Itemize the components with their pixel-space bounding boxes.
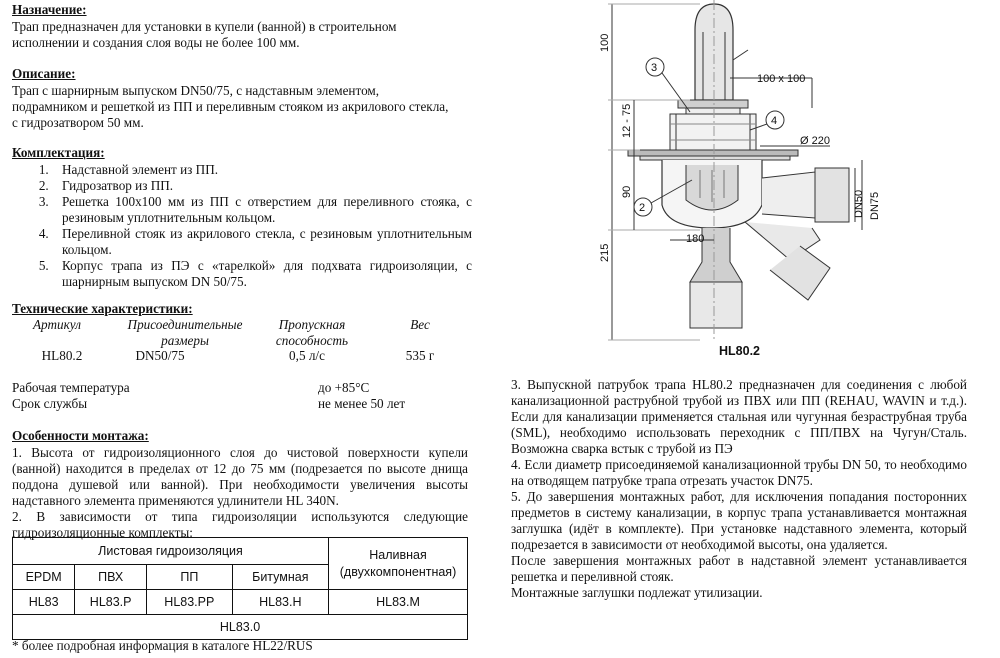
- purpose-heading: Назначение:: [12, 2, 87, 17]
- dim-12-75: 12 - 75: [621, 103, 633, 138]
- description-line: подрамником и решеткой из ПП и переливным стояком из акрилового стекла,: [12, 99, 449, 114]
- right-notes: [511, 377, 967, 601]
- spec-connect: DN50/75: [135, 348, 185, 363]
- all-kit-cell: HL83.0: [13, 615, 468, 640]
- liquid-header-line2: (двухкомпонентная): [339, 564, 457, 579]
- purpose-line: исполнении и создания слоя воды не более 100 мм.: [12, 35, 300, 50]
- dim-dn75: DN75: [869, 191, 881, 220]
- liquid-header-line1: Наливная: [369, 547, 427, 562]
- drain-drawing: [596, 0, 896, 345]
- isolation-table: [12, 537, 468, 640]
- dim-grate: 100 x 100: [757, 73, 806, 85]
- note-disposal: Монтажные заглушки подлежат утилизации.: [511, 585, 763, 600]
- spec-weight: 535 г: [405, 348, 435, 363]
- install-p2: 2. В зависимости от типа гидроизоляции используются следующие гидроизоляционные комплекты:: [12, 509, 468, 540]
- life-label: Срок службы: [12, 396, 88, 411]
- temp-value: до +85°С: [318, 380, 370, 395]
- note-after: После завершения монтажных работ в надставной элемент устанавливается решетка и переливной стояк.: [511, 553, 967, 584]
- dim-dn50: DN50: [853, 189, 865, 218]
- sheet-header: Листовая гидроизоляция: [13, 538, 329, 565]
- dim-100: 100: [599, 33, 611, 52]
- type-cell: EPDM: [13, 565, 75, 590]
- callout-3: 3: [651, 62, 658, 74]
- callout-4: 4: [771, 115, 778, 127]
- col-flow-line1: Пропускная: [278, 317, 346, 332]
- purpose-line: Трап предназначен для установки в купели (ванной) в строительном: [12, 19, 397, 34]
- kit-cell: HL83.M: [329, 590, 468, 615]
- note-4: 4. Если диаметр присоединяемой канализационной трубы DN 50, то необходимо на отводящем патрубке трапа отрезать участок DN75.: [511, 457, 967, 488]
- drawing-lines: [608, 0, 862, 340]
- kit-cell: HL83.H: [232, 590, 328, 615]
- col-connect: [110, 317, 260, 349]
- note-5: 5. До завершения монтажных работ, для исключения попадания посторонних предметов в систему канализации, в корпус трапа устанавливается монтажная заглушка (идёт в комплекте). При установке надставного элемента, который подрезается в зависимости от необходимой высоты, она удаляется.: [511, 489, 967, 552]
- description-heading: Описание:: [12, 66, 76, 81]
- liquid-header: [329, 538, 468, 590]
- drawing-caption: HL80.2: [719, 344, 760, 358]
- kit-item: 5. Корпус трапа из ПЭ с «тарелкой» для подхвата гидроизоляции, с шарнирным выпуском DN 50/75.: [52, 258, 472, 290]
- description-line: Трап с шарнирным выпуском DN50/75, с надставным элементом,: [12, 83, 380, 98]
- kit-cell: HL83: [13, 590, 75, 615]
- spec-flow: 0,5 л/с: [289, 348, 325, 363]
- type-cell: Битумная: [232, 565, 328, 590]
- kit-item: 4. Переливной стояк из акрилового стекла, с резиновым уплотнительным кольцом.: [52, 226, 472, 258]
- col-flow: [262, 317, 362, 349]
- col-article: Артикул: [32, 317, 81, 332]
- col-connect-line1: Присоединительные: [127, 317, 243, 332]
- dim-90: 90: [621, 185, 633, 198]
- callout-2: 2: [639, 202, 646, 214]
- kit-cell: HL83.P: [75, 590, 147, 615]
- description-line: с гидрозатвором 50 мм.: [12, 115, 144, 130]
- type-cell: ПП: [146, 565, 232, 590]
- col-weight: Вес: [410, 317, 430, 332]
- kit-heading: Комплектация:: [12, 145, 105, 160]
- specs-heading: Технические характеристики:: [12, 301, 193, 316]
- life-value: не менее 50 лет: [318, 396, 406, 411]
- kit-list: [12, 162, 472, 290]
- footnote: * более подробная информация в каталоге HL22/RUS: [12, 638, 313, 653]
- dim-diameter: Ø 220: [800, 135, 830, 147]
- install-p1: 1. Высота от гидроизоляционного слоя до чистовой поверхности купели (ванной) находится в пределах от 12 до 75 мм (подрезается по высоте днища поддона душевой или ванной). При необходимости увеличения высоты надставного элемента применяются удлинители HL 340N.: [12, 445, 468, 508]
- kit-item: 1. Надставной элемент из ПП.: [52, 162, 472, 178]
- purpose-text: [12, 19, 500, 51]
- kit-item: 2. Гидрозатвор из ПП.: [52, 178, 472, 194]
- temp-label: Рабочая температура: [12, 380, 130, 395]
- description-text: [12, 83, 500, 131]
- note-3: 3. Выпускной патрубок трапа HL80.2 предназначен для соединения с любой канализационной раструбной трубой из ПВХ или ПП (REHAU, WAVIN и т.д.). Если для канализации применяется стальная или чугунная безраструбная труба (SML), необходимо использовать переходник с ПП/ПВХ на Чугун/Сталь. Возможна сварка встык с трубой из ПЭ: [511, 377, 967, 456]
- spec-article: HL80.2: [41, 348, 83, 363]
- kit-item: 3. Решетка 100х100 мм из ПП с отверстием для переливного стояка, с резиновым уплотнительным кольцом.: [52, 194, 472, 226]
- col-flow-line2: способность: [275, 333, 349, 348]
- install-heading: Особенности монтажа:: [12, 428, 149, 443]
- col-connect-line2: размеры: [161, 333, 209, 348]
- dim-180: 180: [686, 233, 705, 245]
- kit-cell: HL83.PP: [146, 590, 232, 615]
- dim-215: 215: [599, 243, 611, 262]
- type-cell: ПВХ: [75, 565, 147, 590]
